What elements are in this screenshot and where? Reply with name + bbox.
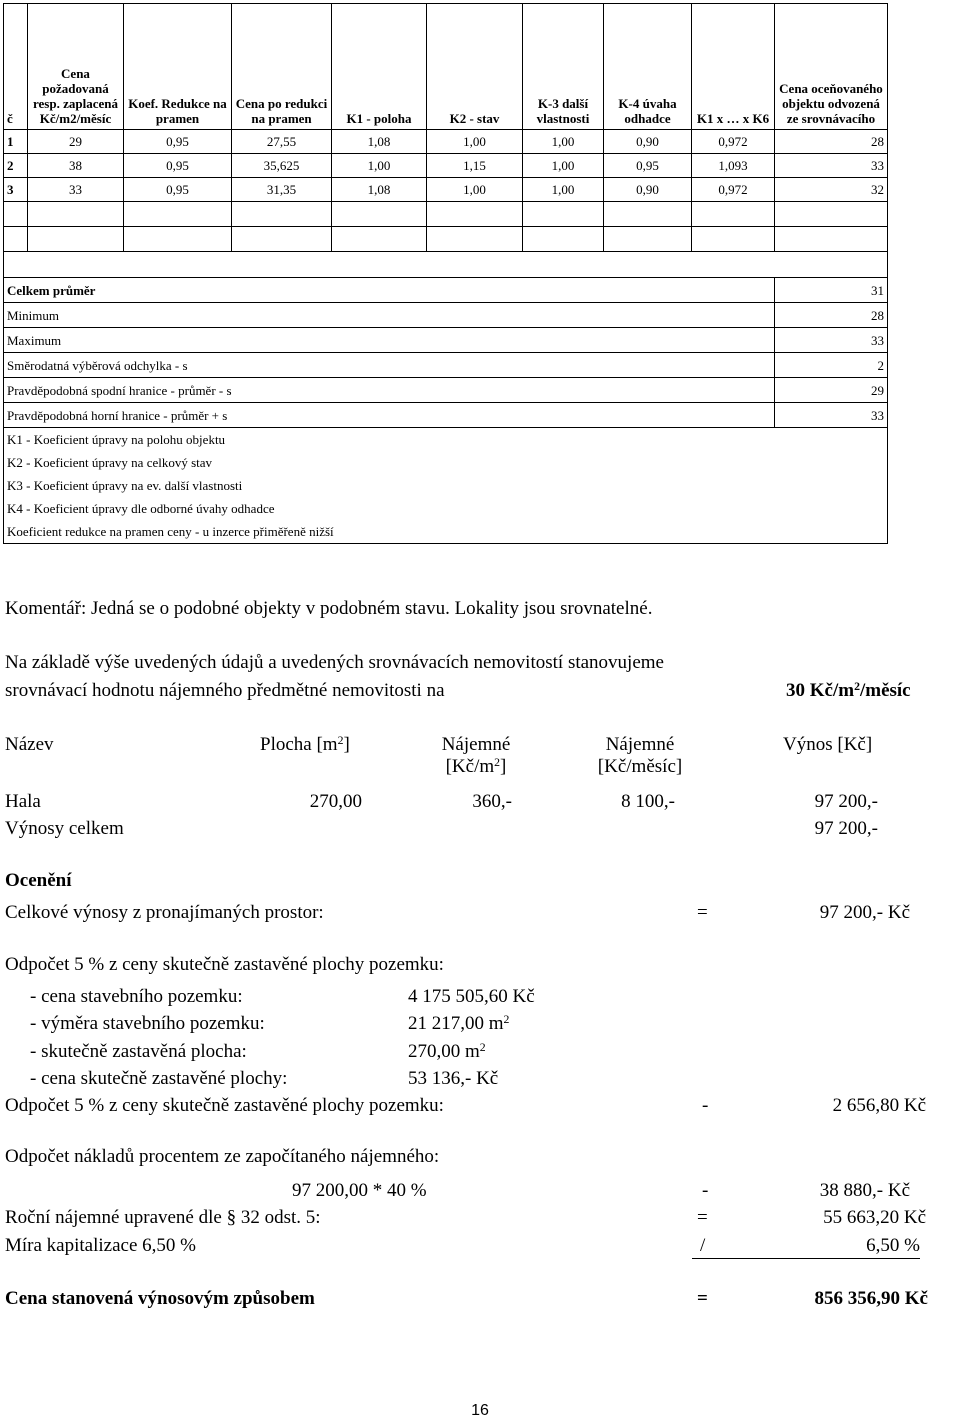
table-cell: 0,972	[692, 178, 775, 202]
col-header: Koef. Redukce na pramen	[124, 4, 232, 130]
final-price-label: Cena stanovená výnosovým způsobem	[5, 1288, 315, 1309]
empty-row	[4, 227, 888, 252]
deduct-item-label: - cena stavebního pozemku:	[30, 986, 243, 1007]
table-cell: 0,95	[604, 154, 692, 178]
legend-row	[4, 497, 888, 520]
table-cell: 32	[775, 178, 888, 202]
table-cell: 0,90	[604, 130, 692, 154]
summary-label: Maximum	[4, 328, 775, 353]
rent-row-per-month: 8 100,-	[621, 791, 675, 812]
summary-row	[4, 378, 888, 403]
deduct-item-value: 4 175 505,60 Kč	[408, 986, 535, 1007]
final-price-op: =	[697, 1288, 708, 1309]
deduct-item-value: 21 217,00 $m^2$	[408, 1013, 510, 1034]
col-header: K-3 další vlastnosti	[523, 4, 604, 130]
summary-label: Směrodatná výběrová odchylka - s	[4, 353, 775, 378]
col-header: Cena oceňovaného objektu odvozená ze srovnávacího	[775, 4, 888, 130]
table-cell: 1	[4, 130, 28, 154]
summary-row	[4, 328, 888, 353]
comment-text: Komentář: Jedná se o podobné objekty v podobném stavu. Lokality jsou srovnatelné.	[5, 598, 653, 619]
rent-header-name: Název	[5, 734, 54, 755]
col-header: č	[4, 4, 28, 130]
col-header: Cena po redukci na pramen	[232, 4, 332, 130]
annual-rent-value: 55 663,20 Kč	[823, 1207, 926, 1228]
table-cell: 0,95	[124, 178, 232, 202]
legend-row	[4, 474, 888, 497]
table-cell: 35,625	[232, 154, 332, 178]
deduct-result-op: -	[702, 1095, 709, 1116]
summary-value: 28	[775, 303, 888, 328]
legend-row	[4, 428, 888, 452]
total-income-label: Celkové výnosy z pronajímaných prostor:	[5, 902, 324, 923]
deduct-item-label: - cena skutečně zastavěné plochy:	[30, 1068, 288, 1089]
deduct-item-value: 270,00 $m^2$	[408, 1041, 486, 1062]
table-cell: 1,00	[523, 178, 604, 202]
rent-total-label: Výnosy celkem	[5, 818, 124, 839]
table-cell: 28	[775, 130, 888, 154]
legend-row	[4, 451, 888, 474]
col-header: K2 - stav	[427, 4, 523, 130]
summary-value: 33	[775, 328, 888, 353]
summary-row	[4, 278, 888, 303]
summary-row	[4, 303, 888, 328]
table-cell: 1,00	[523, 130, 604, 154]
legend-item: K1 - Koeficient úpravy na polohu objektu	[4, 428, 888, 452]
rent-row-yield: 97 200,-	[814, 791, 878, 812]
table-cell: 2	[4, 154, 28, 178]
table-cell: 33	[28, 178, 124, 202]
cap-rate-value: 6,50 %	[866, 1235, 920, 1256]
summary-label: Minimum	[4, 303, 775, 328]
spacer-row	[4, 252, 888, 278]
summary-row	[4, 353, 888, 378]
valuation-title: Ocenění	[5, 870, 72, 891]
deduct-result-value: 2 656,80 Kč	[832, 1095, 926, 1116]
rent-header-per-m2: Nájemné $[Kč/m^2]$	[441, 734, 511, 777]
cap-rate-rule	[692, 1258, 920, 1259]
table-cell: 0,972	[692, 130, 775, 154]
costs-formula: 97 200,00 * 40 %	[292, 1180, 427, 1201]
table-cell: 1,08	[332, 130, 427, 154]
summary-value: 2	[775, 353, 888, 378]
legend-row	[4, 520, 888, 544]
costs-heading: Odpočet nákladů procentem ze započítaného nájemného:	[5, 1146, 440, 1167]
comparison-table	[3, 3, 888, 544]
annual-rent-op: =	[697, 1207, 708, 1228]
summary-label: Pravděpodobná horní hranice - průměr + s	[4, 403, 775, 428]
deduct-heading: Odpočet 5 % z ceny skutečně zastavěné plochy pozemku:	[5, 954, 444, 975]
table-cell: 27,55	[232, 130, 332, 154]
summary-value: 33	[775, 403, 888, 428]
rent-row-name: Hala	[5, 791, 41, 812]
deduct-item-label: - skutečně zastavěná plocha:	[30, 1041, 247, 1062]
table-cell: 1,00	[523, 154, 604, 178]
summary-row	[4, 403, 888, 428]
rent-header-area: Plocha $[m^2]$	[260, 734, 350, 755]
annual-rent-label: Roční nájemné upravené dle § 32 odst. 5:	[5, 1207, 321, 1228]
table-cell: 38	[28, 154, 124, 178]
table-row	[4, 130, 888, 154]
costs-op: -	[702, 1180, 709, 1201]
rent-header-yield: Výnos [Kč]	[783, 734, 873, 755]
total-income-op: =	[697, 902, 708, 923]
summary-label: Pravděpodobná spodní hranice - průměr - s	[4, 378, 775, 403]
legend-item: Koeficient redukce na pramen ceny - u inzerce přiměřeně nižší	[4, 520, 888, 544]
deduct-result-label: Odpočet 5 % z ceny skutečně zastavěné plochy pozemku:	[5, 1095, 444, 1116]
page-number: 16	[471, 1402, 489, 1419]
table-cell: 0,95	[124, 154, 232, 178]
table-row	[4, 154, 888, 178]
table-cell: 0,90	[604, 178, 692, 202]
table-cell: 0,95	[124, 130, 232, 154]
cap-rate-label: Míra kapitalizace 6,50 %	[5, 1235, 196, 1256]
summary-value: 31	[775, 278, 888, 303]
rent-row-per-m2: 360,-	[472, 791, 512, 812]
col-header: K1 x … x K6	[692, 4, 775, 130]
deduct-item-label: - výměra stavebního pozemku:	[30, 1013, 265, 1034]
conclusion-line-1: Na základě výše uvedených údajů a uvedených srovnávacích nemovitostí stanovujeme	[5, 652, 664, 673]
table-cell: 31,35	[232, 178, 332, 202]
summary-value: 29	[775, 378, 888, 403]
conclusion-line-2: srovnávací hodnotu nájemného předmětné nemovitosti na	[5, 680, 445, 701]
table-row	[4, 178, 888, 202]
table-cell: 3	[4, 178, 28, 202]
rent-row-area: 270,00	[309, 791, 362, 812]
table-cell: 33	[775, 154, 888, 178]
table-cell: 1,08	[332, 178, 427, 202]
table-cell: 1,00	[332, 154, 427, 178]
legend-item: K2 - Koeficient úpravy na celkový stav	[4, 451, 888, 474]
legend-item: K3 - Koeficient úpravy na ev. další vlastnosti	[4, 474, 888, 497]
table-cell: 1,15	[427, 154, 523, 178]
cap-rate-op: /	[700, 1235, 706, 1256]
empty-row	[4, 202, 888, 227]
table-cell: 1,093	[692, 154, 775, 178]
rent-total-value: 97 200,-	[814, 818, 878, 839]
total-income-value: 97 200,- Kč	[819, 902, 910, 923]
legend-item: K4 - Koeficient úpravy dle odborné úvahy odhadce	[4, 497, 888, 520]
summary-label: Celkem průměr	[4, 278, 775, 303]
col-header: Cena požadovaná resp. zaplacená Kč/m2/měsíc	[28, 4, 124, 130]
table-cell: 1,00	[427, 178, 523, 202]
table-header-row	[4, 4, 888, 130]
rent-header-per-month: Nájemné [Kč/měsíc]	[597, 734, 683, 777]
final-price-value: 856 356,90 Kč	[814, 1288, 928, 1309]
col-header: K1 - poloha	[332, 4, 427, 130]
table-cell: 1,00	[427, 130, 523, 154]
table-cell: 29	[28, 130, 124, 154]
col-header: K-4 úvaha odhadce	[604, 4, 692, 130]
costs-value: 38 880,- Kč	[819, 1180, 910, 1201]
conclusion-value: 30 $Kč/m^2$/měsíc	[786, 680, 911, 701]
deduct-item-value: 53 136,- Kč	[408, 1068, 499, 1089]
